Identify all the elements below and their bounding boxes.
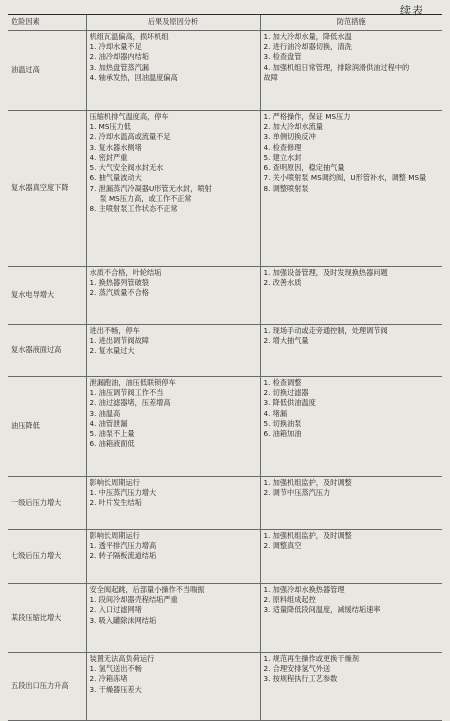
cause-line: 8. 主喷射泵工作状态不正常: [89, 203, 178, 213]
measure-line: 1. 检查调整: [263, 378, 302, 387]
measure-line: 2. 改善水质: [263, 278, 302, 288]
header-prevention-measures: 防范措施: [260, 15, 442, 31]
cause-line: 6. 抽气量波动大: [89, 173, 142, 183]
header-risk-factor: 危险因素: [8, 15, 86, 31]
cause-line: 2. 入口过滤网堵: [89, 605, 142, 615]
measure-line: 2. 进行油冷却器切换，清洗: [263, 42, 352, 52]
cause-line: 机组瓦温偏高，损坏机组: [89, 32, 169, 41]
table-row: [8, 31, 442, 111]
measure-line: 3. 单侧切换反冲: [263, 132, 316, 142]
measure-line: 5. 切换油泵: [263, 418, 302, 428]
measure-line: 1. 加强冷却水换热器管理: [263, 585, 345, 594]
measure-line: 1. 规范再生操作或更换干燥剂: [263, 654, 359, 663]
cause-line: 安全阀起跳，后部量小操作不当喘振: [89, 585, 205, 594]
cause-line: 1. 进出调节阀故障: [89, 336, 149, 346]
measure-line: 2. 增大抽气量: [263, 336, 309, 346]
measure-line: 1. 加强机组监护，及时调整: [263, 531, 352, 540]
measure-line: 1. 加强机组监护，及时调整: [263, 478, 352, 487]
measure-line: 8. 调整喷射泵: [263, 183, 309, 193]
measure-cell: [260, 325, 442, 377]
table-row: [8, 477, 442, 530]
measure-line: 故障: [263, 72, 278, 82]
measure-line: 5. 建立水封: [263, 152, 302, 162]
measure-line: 1. 加大冷却水量，降低水温: [263, 32, 352, 41]
cause-line: 泄漏跑油，油压低联锁停车: [89, 378, 176, 387]
cause-line: 1. 冷却水量不足: [89, 42, 142, 52]
risk-factor-cell: 某段压缩比增大: [8, 584, 86, 653]
risk-analysis-table: [8, 14, 442, 721]
cause-line: 1. 段间冷却器壳程结垢严重: [89, 595, 178, 605]
consequence-cell: [86, 584, 260, 653]
table-header-row: [8, 15, 442, 31]
cause-line: 7. 泄漏蒸汽冷凝器U形管无水封，喷射: [89, 183, 212, 193]
cause-line: 3. 加热盘管蒸汽漏: [89, 62, 149, 72]
cause-line: 2. 油过滤器堵，压差增高: [89, 398, 171, 408]
consequence-cell: [86, 31, 260, 111]
table-row: [8, 267, 442, 325]
measure-cell: [260, 267, 442, 325]
cause-line: 5. 大气安全阀水封无水: [89, 163, 164, 173]
consequence-cell: [86, 653, 260, 721]
cause-line: 压缩机排气温度高，停车: [89, 112, 169, 121]
measure-line: 4. 检查修理: [263, 142, 302, 152]
cause-line: 2. 蒸汽质量不合格: [89, 288, 149, 298]
cause-line: 装置无法高负荷运行: [89, 654, 155, 663]
measure-line: 2. 原料组成起控: [263, 595, 316, 605]
cause-line: 2. 油冷却器内结垢: [89, 52, 149, 62]
cause-line: 水质不合格，叶轮结垢: [89, 268, 162, 277]
measure-cell: [260, 477, 442, 530]
cause-line: 4. 密封严重: [89, 152, 128, 162]
consequence-cell: [86, 530, 260, 584]
table-row: [8, 111, 442, 267]
consequence-cell: [86, 325, 260, 377]
measure-line: 2. 调节中压蒸汽压力: [263, 488, 331, 498]
table-row: [8, 325, 442, 377]
measure-line: 4. 加强机组日常管理，排除润滑供油过程中的: [263, 62, 410, 72]
cause-line: 3. 吸入罐除沫网结垢: [89, 615, 157, 625]
cause-line: 1. 油压调节阀工作不当: [89, 388, 164, 398]
measure-line: 7. 关小喷射泵 MS调约阀，U形管补水，调整 MS量: [263, 173, 427, 183]
measure-cell: [260, 377, 442, 477]
measure-line: 3. 适量降低段间温度，减缓结垢速率: [263, 605, 381, 615]
measure-line: 6. 油箱加油: [263, 429, 302, 439]
measure-line: 2. 调整真空: [263, 541, 302, 551]
table-row: [8, 377, 442, 477]
continued-label: 续表: [400, 4, 424, 17]
cause-line: 3. 复水器水侧堵: [89, 142, 142, 152]
cause-line: 4. 油管泄漏: [89, 418, 128, 428]
header-consequence-analysis: 后果及原因分析: [86, 15, 260, 31]
measure-line: 3. 降低供油温度: [263, 398, 316, 408]
cause-line: 2. 冷箱冻堵: [89, 674, 128, 684]
table-row: [8, 653, 442, 721]
measure-line: 2. 切换过滤器: [263, 388, 309, 398]
measure-cell: [260, 530, 442, 584]
table-row: [8, 530, 442, 584]
measure-cell: [260, 31, 442, 111]
consequence-cell: [86, 477, 260, 530]
measure-cell: [260, 111, 442, 267]
risk-factor-cell: 一级后压力增大: [8, 477, 86, 530]
consequence-cell: [86, 377, 260, 477]
cause-line: 2. 叶片发生结垢: [89, 498, 142, 508]
risk-factor-cell: 七级后压力增大: [8, 530, 86, 584]
cause-line: 影响长周期运行: [89, 478, 140, 487]
measure-line: 1. 加强设备管理，及时发现换热器问题: [263, 268, 388, 277]
cause-line: 5. 油泵不上量: [89, 429, 135, 439]
measure-line: 4. 堵漏: [263, 408, 288, 418]
risk-factor-cell: 复水器液面过高: [8, 325, 86, 377]
cause-line: 1. 换热器列管破裂: [89, 278, 149, 288]
table-row: [8, 584, 442, 653]
cause-line: 4. 轴承发热，回油温度偏高: [89, 72, 178, 82]
measure-cell: [260, 653, 442, 721]
risk-factor-cell: 油压降低: [8, 377, 86, 477]
consequence-cell: [86, 267, 260, 325]
cause-line: 1. 中压蒸汽压力增大: [89, 488, 157, 498]
risk-factor-cell: 五段出口压力升高: [8, 653, 86, 721]
cause-line: 1. 透平排汽压力增高: [89, 541, 157, 551]
measure-line: 2. 合理安排氢气外送: [263, 664, 331, 674]
measure-line: 2. 加大冷却水流量: [263, 122, 323, 132]
cause-line: 2. 复水量过大: [89, 346, 135, 356]
cause-line: 进出不畅，停车: [89, 326, 140, 335]
cause-line: 6. 油箱液面低: [89, 439, 135, 449]
cause-line: 1. 氢气送出不畅: [89, 664, 142, 674]
cause-line: 影响长周期运行: [89, 531, 140, 540]
cause-line: 2. 冷却水温高或流量不足: [89, 132, 171, 142]
measure-line: 6. 查明原因，稳定抽气量: [263, 163, 345, 173]
measure-line: 3. 按规程执行工艺参数: [263, 674, 338, 684]
cause-line: 1. MS压力低: [89, 122, 131, 132]
risk-factor-cell: 复水电导增大: [8, 267, 86, 325]
cause-line: 3. 油温高: [89, 408, 121, 418]
measure-line: 1. 严格操作，保证 MS压力: [263, 112, 351, 121]
measure-line: 3. 检查盘管: [263, 52, 302, 62]
measure-line: 1. 现场手动或走旁通控制，处理调节阀: [263, 326, 388, 335]
cause-line: 3. 干燥器压差大: [89, 684, 142, 694]
cause-line: 泵 MS压力高，或工作不正常: [99, 193, 192, 203]
risk-factor-cell: 复水器真空度下降: [8, 111, 86, 267]
cause-line: 2. 转子隔板流道结垢: [89, 551, 157, 561]
risk-factor-cell: 油温过高: [8, 31, 86, 111]
consequence-cell: [86, 111, 260, 267]
measure-cell: [260, 584, 442, 653]
